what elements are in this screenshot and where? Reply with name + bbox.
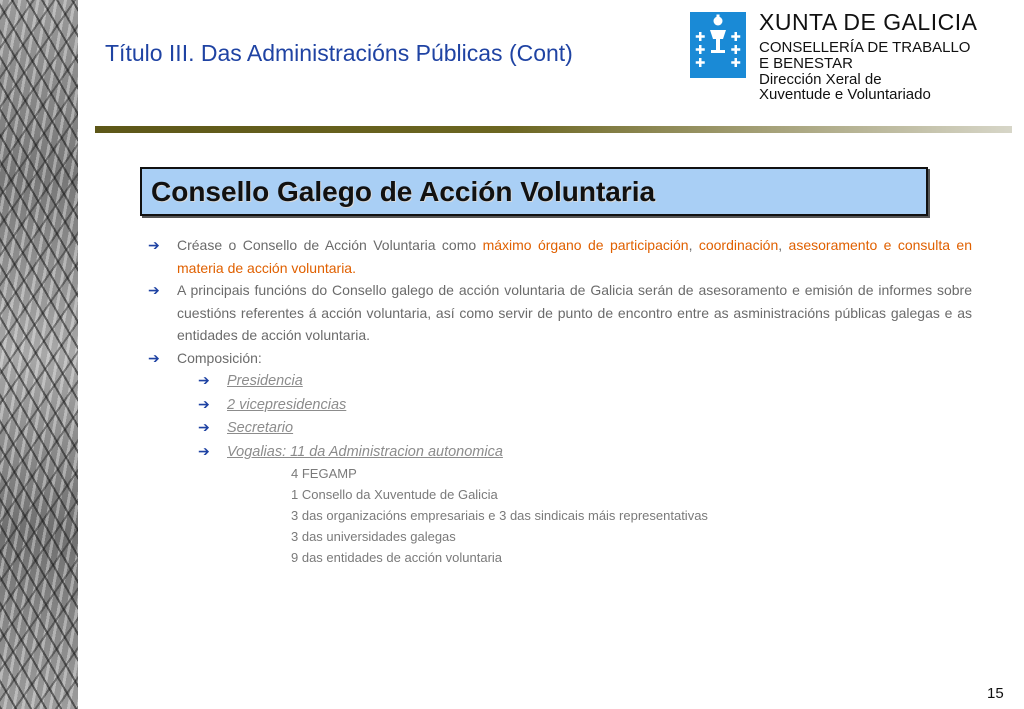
organization-line: CONSELLERÍA DE TRABALLO — [759, 39, 971, 57]
vogalia-detail: 3 das organizacións empresariais e 3 das sindicais máis representativas — [291, 508, 708, 523]
bullet-text: A principais funcións do Consello galego de acción voluntaria de Galicia serán de asesoramento e emisión de informes sobre cuestións referentes á acción voluntaria, así como servir de punto de encontro entre as asministracións públicas galegas e as entidades de acción voluntaria. — [177, 282, 972, 343]
vogalia-detail: 4 FEGAMP — [291, 466, 357, 481]
highlight-text: asesoramento e consulta en materia de acción voluntaria. — [177, 237, 972, 276]
composition-item — [148, 369, 972, 393]
vogalia-detail: 3 das universidades galegas — [291, 529, 456, 544]
composition-text: Vogalias: 11 da Administracion autonomica — [227, 443, 503, 460]
organization-line: Xuventude e Voluntariado — [759, 86, 931, 104]
highlight-text: coordinación — [698, 237, 779, 253]
composition-item — [148, 416, 972, 440]
bullet-text: Créase o Consello de Acción Voluntaria como — [177, 237, 483, 253]
organization-name: XUNTA DE GALICIA — [759, 9, 978, 35]
bullet-text: Composición: — [177, 349, 262, 366]
slide-content — [148, 234, 972, 568]
arrow-right-icon: ➔ — [198, 395, 210, 412]
arrow-right-icon: ➔ — [198, 442, 210, 459]
composition-text: Secretario — [227, 420, 294, 436]
arrow-right-icon: ➔ — [148, 349, 160, 366]
slide-title: Título III. Das Administracións Públicas (Cont) — [105, 40, 573, 66]
arrow-right-icon: ➔ — [198, 419, 210, 435]
bullet-text: , — [778, 237, 789, 253]
composition-item — [148, 440, 972, 464]
composition-text: Presidencia — [227, 373, 303, 389]
arrow-right-icon: ➔ — [198, 372, 210, 388]
xunta-galicia-shield-icon — [690, 12, 746, 78]
organization-line: E BENESTAR — [759, 54, 853, 72]
highlight-text: máximo órgano de participación — [482, 237, 689, 253]
organization-line: Dirección Xeral de — [759, 70, 882, 88]
organization-block — [759, 10, 977, 103]
composition-item — [148, 393, 972, 417]
header-divider — [95, 126, 1012, 133]
page-number: 15 — [987, 685, 1004, 702]
bullet-item — [148, 279, 972, 347]
arrow-right-icon: ➔ — [148, 282, 160, 298]
vogalia-detail: 9 das entidades de acción voluntaria — [291, 550, 503, 565]
composition-text: 2 vicepresidencias — [227, 396, 347, 413]
bullet-item — [148, 234, 972, 279]
bullet-item — [148, 347, 972, 370]
section-title: Consello Galego de Acción Voluntaria — [140, 167, 928, 216]
arrow-right-icon: ➔ — [148, 237, 160, 253]
vogalia-detail: 1 Consello da Xuventude de Galicia — [291, 487, 498, 502]
bullet-text: , — [688, 237, 699, 253]
decorative-side-strip — [0, 0, 78, 709]
